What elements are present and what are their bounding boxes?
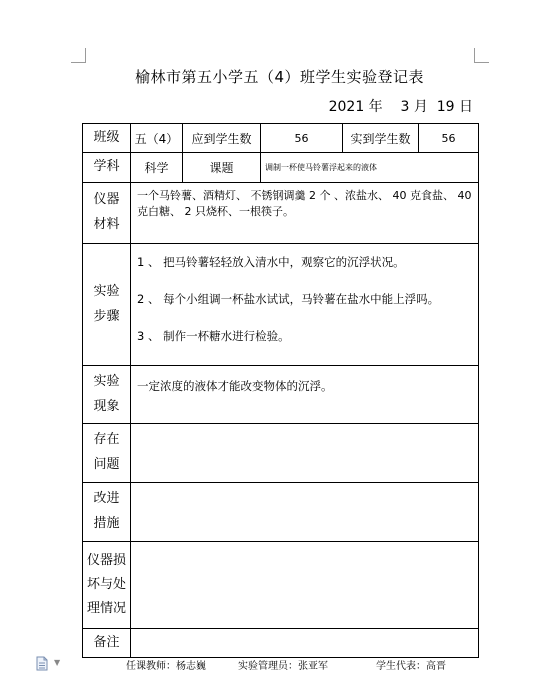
instruments-label-line2: 材料: [93, 217, 120, 232]
improvements-label: [83, 483, 131, 542]
table-row: [83, 153, 479, 183]
instruments-label-line1: 仪器: [93, 192, 120, 208]
problems-label-line1: 存在: [93, 432, 120, 448]
topic-value[interactable]: 调制一杯使马铃薯浮起来的液体: [261, 153, 479, 183]
step-item-1: 1 、 把马铃薯轻轻放入清水中，观察它的沉浮状况。: [137, 255, 405, 269]
expected-students-value[interactable]: 56: [261, 124, 343, 153]
class-value[interactable]: 五（4）: [131, 124, 183, 153]
damage-content[interactable]: [131, 542, 479, 629]
steps-content[interactable]: [131, 244, 479, 366]
table-row: [83, 183, 479, 244]
phenomenon-label-line1: 实验: [93, 373, 120, 389]
steps-label: [83, 244, 131, 366]
table-row: [83, 244, 479, 366]
improvements-label-line1: 改进: [93, 491, 120, 507]
improvements-content[interactable]: [131, 483, 479, 542]
phenomenon-label: [83, 366, 131, 424]
step-item-3: 3 、 制作一杯糖水进行检验。: [137, 329, 290, 343]
steps-label-line2: 步骤: [93, 308, 120, 324]
problems-label: [83, 424, 131, 483]
remarks-label: 备注: [83, 629, 131, 658]
improvements-label-line2: 措施: [93, 516, 120, 531]
instruments-label: [83, 183, 131, 244]
chevron-down-icon[interactable]: ▼: [54, 658, 61, 667]
subject-value[interactable]: 科学: [131, 153, 183, 183]
table-row: [83, 124, 479, 153]
page-corner-mark-right: [474, 48, 489, 63]
problems-content[interactable]: [131, 424, 479, 483]
table-row: [83, 424, 479, 483]
class-label: 班级: [83, 124, 131, 153]
subject-label: 学科: [83, 153, 131, 183]
damage-label-line3: 理情况: [86, 601, 126, 617]
steps-label-line1: 实验: [93, 283, 120, 299]
actual-students-label: 实到学生数: [343, 124, 419, 153]
phenomenon-content[interactable]: 一定浓度的液体才能改变物体的沉浮。: [131, 366, 479, 424]
step-item-2: 2 、 每个小组调一杯盐水试试，马铃薯在盐水中能上浮吗。: [137, 292, 440, 306]
expected-students-label: 应到学生数: [183, 124, 261, 153]
experiment-form-table: [82, 123, 479, 658]
instruments-content[interactable]: 一个马铃薯、酒精灯、 不锈钢调羹 2 个 、浓盐水、 40 克食盐、 40 克白糖、 2 只烧杯、一根筷子。: [131, 183, 479, 244]
teacher-signature: 任课教师：杨志巍: [126, 661, 206, 672]
damage-label: [83, 542, 131, 629]
phenomenon-label-line2: 现象: [93, 398, 120, 414]
actual-students-value[interactable]: 56: [419, 124, 479, 153]
document-icon[interactable]: [36, 656, 48, 671]
damage-label-line1: 仪器损: [86, 552, 126, 568]
page-corner-mark-left: [71, 48, 86, 63]
remarks-content[interactable]: [131, 629, 479, 658]
manager-signature: 实验管理员：张亚军: [238, 661, 328, 672]
form-title: 榆林市第五小学五（4）班学生实验登记表: [134, 68, 425, 86]
damage-label-line2: 坏与处: [86, 576, 126, 592]
problems-label-line2: 问题: [93, 457, 120, 472]
topic-label: 课题: [183, 153, 261, 183]
table-row: [83, 542, 479, 629]
table-row: [83, 366, 479, 424]
form-date: 2021 年 3 月 19 日: [328, 99, 473, 115]
table-row: [83, 483, 479, 542]
table-row: [83, 629, 479, 658]
student-signature: 学生代表：高晋: [376, 661, 446, 672]
